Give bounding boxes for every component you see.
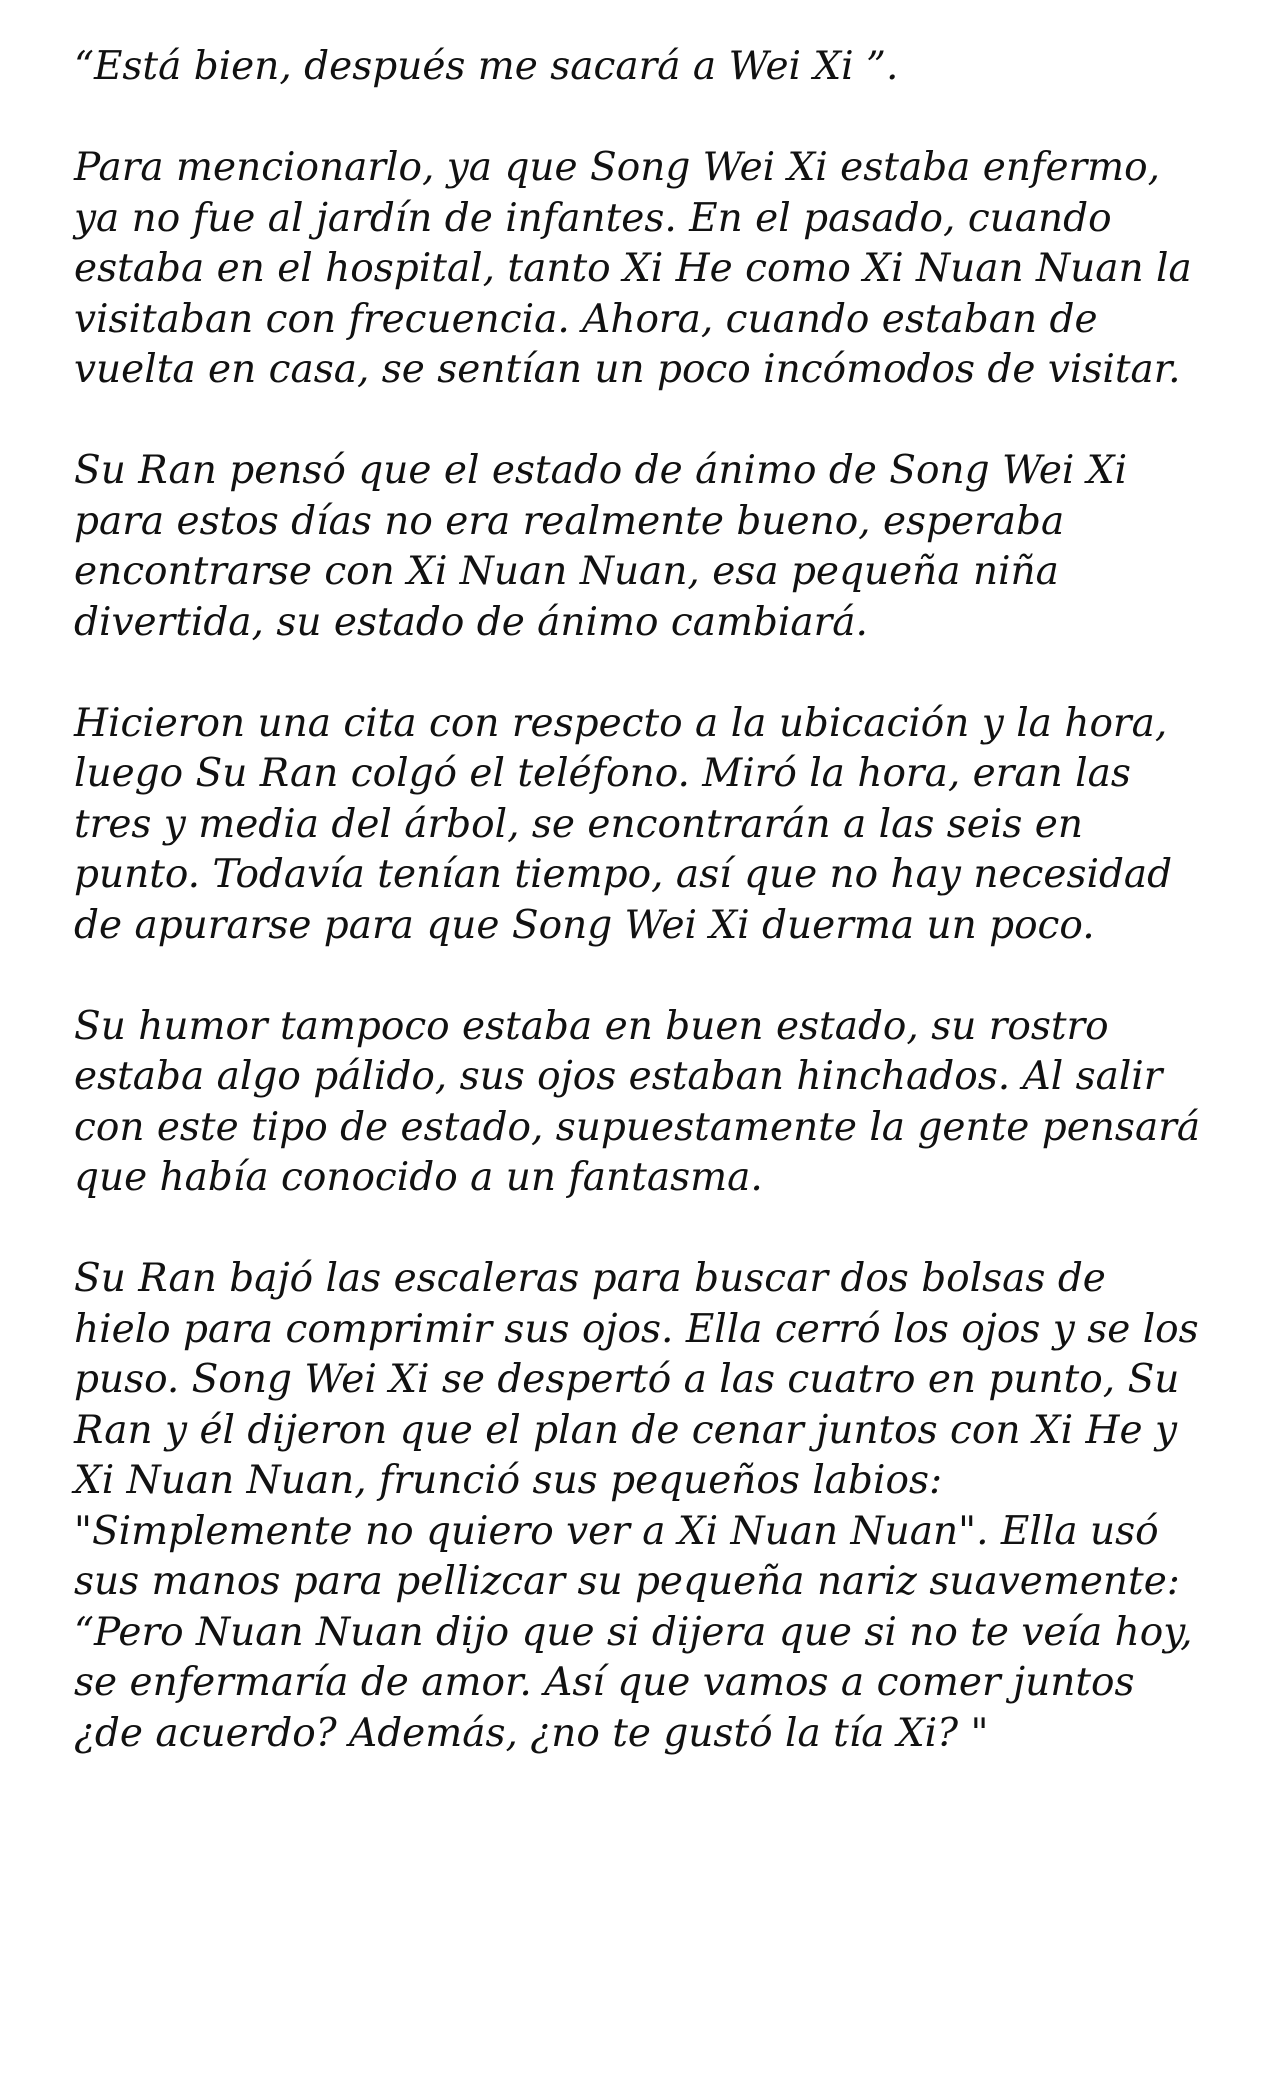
paragraph-5: Su humor tampoco estaba en buen estado, su rostro estaba algo pálido, sus ojos estaban hinchados. Al salir con este tipo de estado, supuestamente la gente pensará que había conocido a un fantasma. xyxy=(74,1003,1201,1200)
paragraph-1: “Está bien, después me sacará a Wei Xi ”. xyxy=(74,44,899,89)
paragraph-2: Para mencionarlo, ya que Song Wei Xi estaba enfermo, ya no fue al jardín de infantes. En el pasado, cuando estaba en el hospital, tanto Xi He como Xi Nuan Nuan la visitaban con frecuencia. Ahora, cuando estaban de vuelta en casa, se sentían un poco incómodos de visitar. xyxy=(74,145,1192,392)
paragraph-4: Hicieron una cita con respecto a la ubicación y la hora, luego Su Ran colgó el teléfono. Miró la hora, eran las tres y media del árbol, se encontrarán a las seis en punto. Todavía tenían tiempo, así que no hay necesidad de apurarse para que Song Wei Xi duerma un poco. xyxy=(74,700,1173,948)
paragraph-6: Su Ran bajó las escaleras para buscar dos bolsas de hielo para comprimir sus ojos. Ella cerró los ojos y se los puso. Song Wei Xi se despertó a las cuatro en punto, Su Ran y él dijeron que el plan de cenar juntos con Xi He y Xi Nuan Nuan, frunció sus pequeños labios: "Simplemente no quiero ver a Xi Nuan Nuan". Ella usó sus manos para pellizcar su pequeña nariz suavemente: “Pero Nuan Nuan dijo que si dijera que si no te veía hoy, se enfermaría de amor. Así que vamos a comer juntos ¿de acuerdo? Además, ¿no te gustó la tía Xi? " xyxy=(74,1256,1199,1756)
paragraph-3: Su Ran pensó que el estado de ánimo de Song Wei Xi para estos días no era realmente bueno, esperaba encontrarse con Xi Nuan Nuan, esa pequeña niña divertida, su estado de ánimo cambiará. xyxy=(74,448,1128,645)
